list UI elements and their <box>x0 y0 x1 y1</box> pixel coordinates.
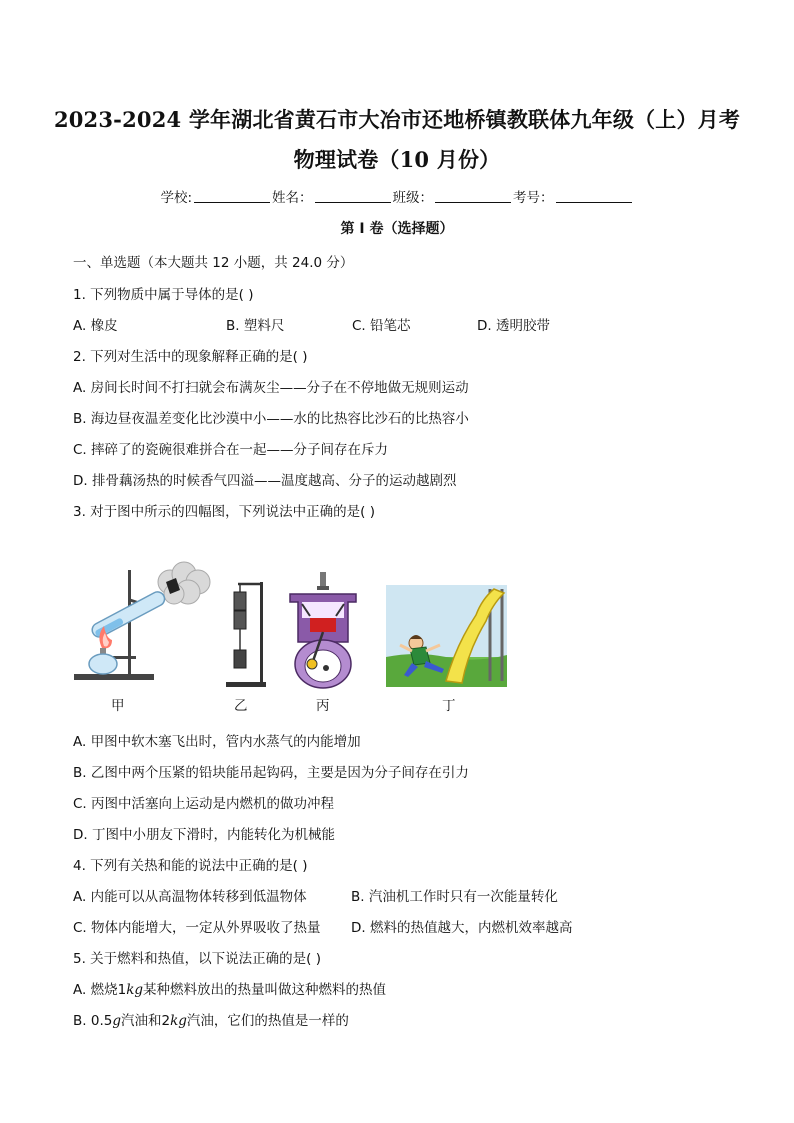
figure-bing-engine-cylinder <box>286 572 360 690</box>
figure-ding-child-slide <box>386 585 507 687</box>
class-blank[interactable] <box>435 190 511 203</box>
q1-option-c[interactable]: C. 铅笔芯 <box>352 318 411 334</box>
q5-b-mid: 汽油和 <box>121 1013 162 1029</box>
q5-a-text: 某种燃料放出的热量叫做这种燃料的热值 <box>143 982 387 998</box>
q5-b-number2: 2 <box>161 1013 171 1029</box>
q2-option-d[interactable]: D. 排骨藕汤热的时候香气四溢——温度越高、分子的运动越剧烈 <box>73 473 457 489</box>
figure-ding-caption: 丁 <box>442 698 456 714</box>
figure-yi-caption: 乙 <box>234 698 248 714</box>
q3-option-b[interactable]: B. 乙图中两个压紧的铅块能吊起钩码，主要是因为分子间存在引力 <box>73 765 469 781</box>
q5-option-b[interactable] <box>73 1009 349 1029</box>
exam-title-line1: 2023-2024 学年湖北省黄石市大冶市还地桥镇教联体九年级（上）月考 <box>53 107 741 132</box>
volume-title: 第 I 卷（选择题） <box>340 221 454 237</box>
q1-option-a[interactable]: A. 橡皮 <box>73 318 118 334</box>
name-blank[interactable] <box>315 190 391 203</box>
exam-title-line2: 物理试卷（10 月份） <box>293 147 501 172</box>
q1-stem: 1. 下列物质中属于导体的是( ) <box>73 287 254 303</box>
q5-b-prefix: B. <box>73 1013 91 1029</box>
q2-option-a[interactable]: A. 房间长时间不打扫就会布满灰尘——分子在不停地做无规则运动 <box>73 380 469 396</box>
q4-stem: 4. 下列有关热和能的说法中正确的是( ) <box>73 858 308 874</box>
q4-option-b[interactable]: B. 汽油机工作时只有一次能量转化 <box>351 889 558 905</box>
q1-option-b[interactable]: B. 塑料尺 <box>226 318 285 334</box>
school-blank[interactable] <box>194 190 270 203</box>
figure-bing-caption: 丙 <box>316 698 330 714</box>
q5-stem: 5. 关于燃料和热值，以下说法正确的是( ) <box>73 951 321 967</box>
q5-a-prefix: A. 燃烧 <box>73 982 118 998</box>
q5-a-unit: kg <box>126 982 144 998</box>
figure-jia-caption: 甲 <box>111 698 125 714</box>
q3-option-d[interactable]: D. 丁图中小朋友下滑时，内能转化为机械能 <box>73 827 335 843</box>
student-info-row <box>0 186 794 206</box>
class-label: 班级： <box>392 190 434 206</box>
name-label: 姓名： <box>272 190 313 206</box>
q3-option-c[interactable]: C. 丙图中活塞向上运动是内燃机的做功冲程 <box>73 796 335 812</box>
q5-b-number1: 0.5 <box>90 1013 113 1029</box>
q5-b-unit1: g <box>112 1013 121 1029</box>
figure-yi-lead-blocks <box>224 578 268 688</box>
q3-option-a[interactable]: A. 甲图中软木塞飞出时，管内水蒸气的内能增加 <box>73 734 361 750</box>
q2-stem: 2. 下列对生活中的现象解释正确的是( ) <box>73 349 308 365</box>
q4-option-a[interactable]: A. 内能可以从高温物体转移到低温物体 <box>73 889 307 905</box>
exam-no-label: 考号： <box>513 190 554 206</box>
q3-stem: 3. 对于图中所示的四幅图，下列说法中正确的是( ) <box>73 504 375 520</box>
exam-no-blank[interactable] <box>556 190 632 203</box>
q2-option-b[interactable]: B. 海边昼夜温差变化比沙漠中小——水的比热容比沙石的比热容小 <box>73 411 469 427</box>
school-label: 学校: <box>160 190 193 206</box>
q5-b-text: 汽油，它们的热值是一样的 <box>186 1013 349 1029</box>
q5-b-unit2: kg <box>170 1013 187 1029</box>
figure-jia-test-tube <box>70 560 215 688</box>
q4-option-d[interactable]: D. 燃料的热值越大，内燃机效率越高 <box>351 920 573 936</box>
q4-option-c[interactable]: C. 物体内能增大，一定从外界吸收了热量 <box>73 920 321 936</box>
q5-a-number: 1 <box>117 982 127 998</box>
q2-option-c[interactable]: C. 摔碎了的瓷碗很难拼合在一起——分子间存在斥力 <box>73 442 389 458</box>
section-heading: 一、单选题（本大题共 12 小题，共 24.0 分） <box>73 255 354 271</box>
q5-option-a[interactable] <box>73 978 386 998</box>
q1-option-d[interactable]: D. 透明胶带 <box>477 318 550 334</box>
